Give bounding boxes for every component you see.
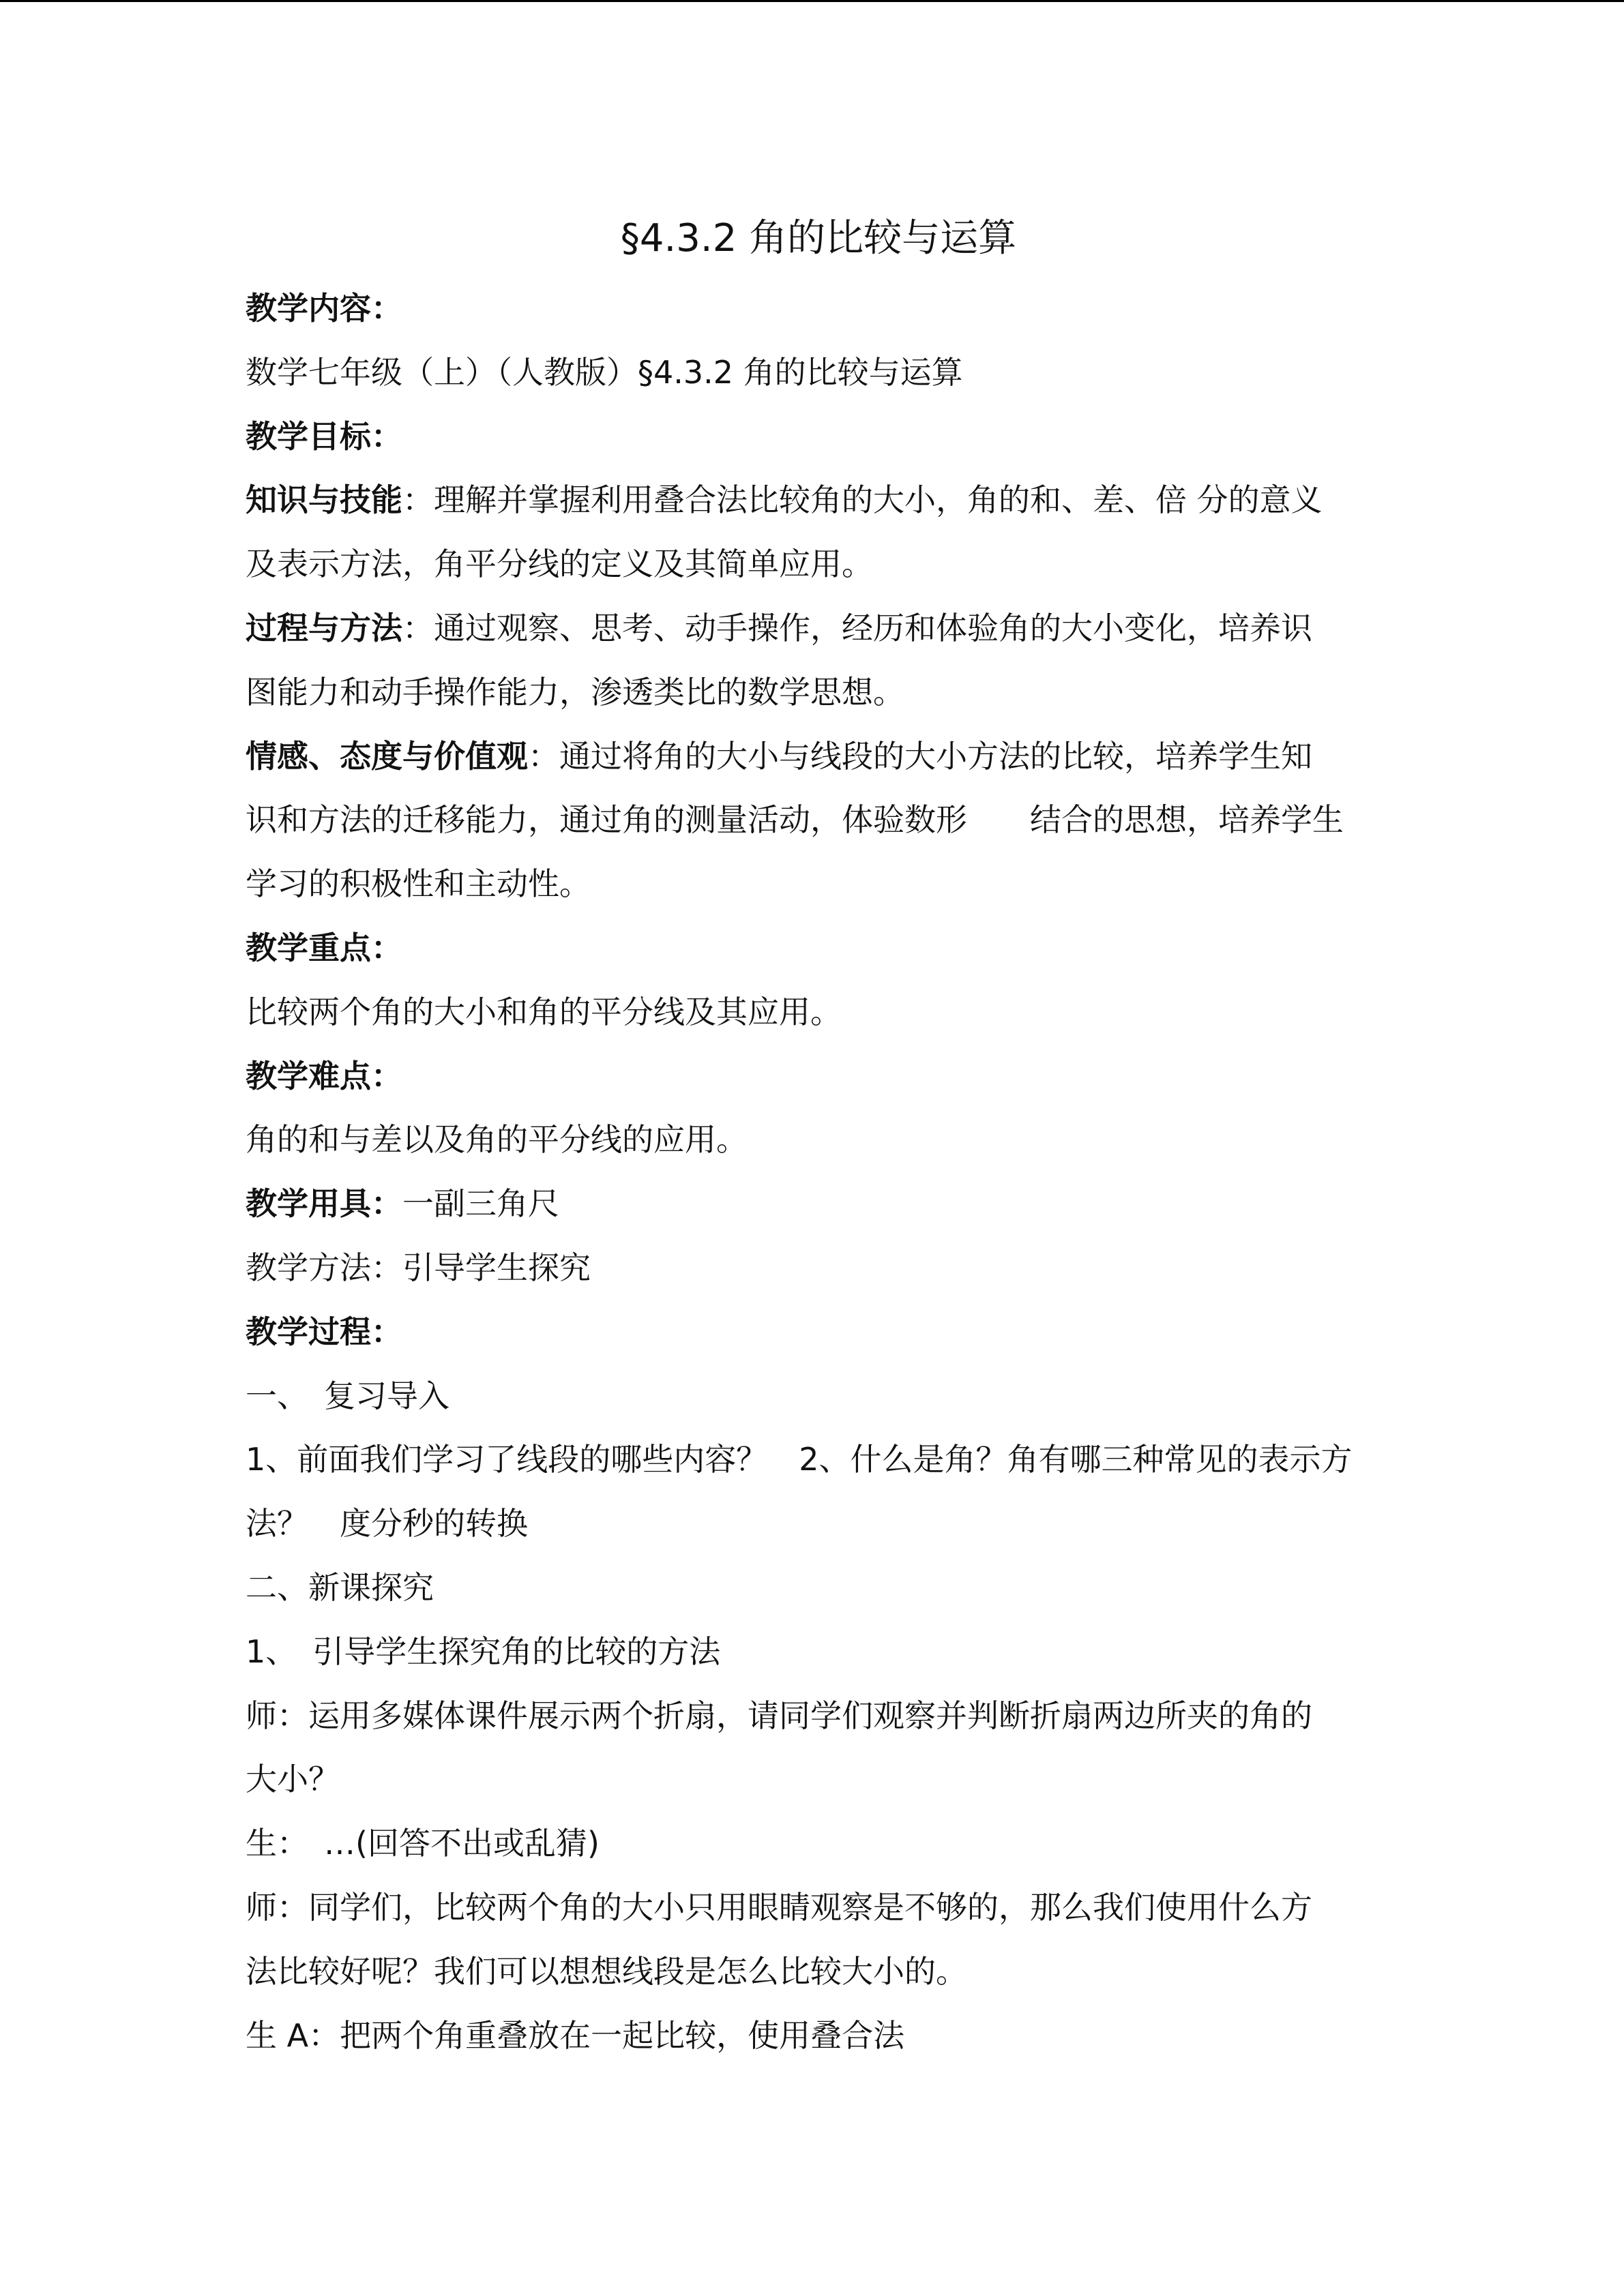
line-text: 一、 复习导入 [246,1377,449,1414]
text-line [246,2004,1391,2068]
line-text: 一副三角尺 [402,1185,559,1223]
text-line [246,1300,1391,1365]
line-text: 及表示方法，角平分线的定义及其简单应用。 [246,546,873,583]
line-text: 数学七年级（上）（人教版）§4.3.2 角的比较与运算 [246,353,963,391]
line-label: 教学过程： [246,1313,402,1350]
line-text: 大小？ [246,1761,340,1798]
line-text: 识和方法的迁移能力，通过角的测量活动，体验数形 结合的思想，培养学生 [246,801,1344,839]
line-label: 教学难点： [246,1057,402,1094]
text-line [246,277,1391,341]
text-line [246,1428,1391,1492]
text-line [246,661,1391,725]
line-label: 知识与技能 [246,481,402,519]
text-line [246,1236,1391,1300]
text-line [246,597,1391,661]
line-text: 1、前面我们学习了线段的哪些内容？ 2、什么是角？角有哪三种常见的表示方 [246,1441,1353,1478]
text-line [246,341,1391,405]
line-label: 情感、态度与价值观 [246,737,528,775]
line-text: 比较两个角的大小和角的平分线及其应用。 [246,993,842,1030]
line-text: ：理解并掌握利用叠合法比较角的大小，角的和、差、倍 分的意义 [402,481,1323,519]
text-line [246,852,1391,916]
text-line [246,1492,1391,1556]
text-line [246,1108,1391,1172]
line-label: 教学重点： [246,929,402,966]
text-line [246,1620,1391,1684]
text-line [246,1812,1391,1876]
line-label: 教学内容： [246,290,402,327]
text-line [246,1365,1391,1429]
line-label: 过程与方法 [246,609,402,646]
line-label: 教学目标： [246,417,402,455]
line-text: 学习的积极性和主动性。 [246,865,591,903]
document-page [246,205,1391,2068]
text-line [246,1556,1391,1620]
line-text: 法比较好呢？我们可以想想线段是怎么比较大小的。 [246,1952,967,1990]
text-line [246,1045,1391,1109]
line-text: 教学方法：引导学生探究 [246,1249,591,1286]
line-text: 生 A：把两个角重叠放在一起比较，使用叠合法 [246,2016,905,2054]
text-line [246,533,1391,597]
top-border-rule [0,0,1624,2]
text-line [246,916,1391,981]
line-text: 法？ 度分秒的转换 [246,1505,528,1542]
line-text: 师：同学们，比较两个角的大小只用眼睛观察是不够的，那么我们使用什么方 [246,1888,1312,1926]
text-line [246,1748,1391,1812]
text-line [246,1876,1391,1940]
line-text: 生： …(回答不出或乱猜) [246,1825,600,1862]
line-label: 教学用具： [246,1185,402,1223]
line-text: 图能力和动手操作能力，渗透类比的数学思想。 [246,673,904,711]
text-line [246,1940,1391,2004]
line-text: 角的和与差以及角的平分线的应用。 [246,1121,748,1159]
line-text: 1、 引导学生探究角的比较的方法 [246,1632,721,1670]
text-line [246,1684,1391,1748]
line-text: 二、新课探究 [246,1568,434,1606]
text-line [246,788,1391,852]
text-line [246,981,1391,1045]
text-line [246,468,1391,533]
text-line [246,725,1391,789]
text-line [246,405,1391,469]
line-text: ：通过观察、思考、动手操作，经历和体验角的大小变化，培养识 [402,609,1312,646]
line-text: ：通过将角的大小与线段的大小方法的比较，培养学生知 [528,737,1312,775]
document-title: §4.3.2 角的比较与运算 [620,216,1017,260]
line-text: 师：运用多媒体课件展示两个折扇，请同学们观察并判断折扇两边所夹的角的 [246,1697,1312,1734]
text-line [246,1172,1391,1236]
